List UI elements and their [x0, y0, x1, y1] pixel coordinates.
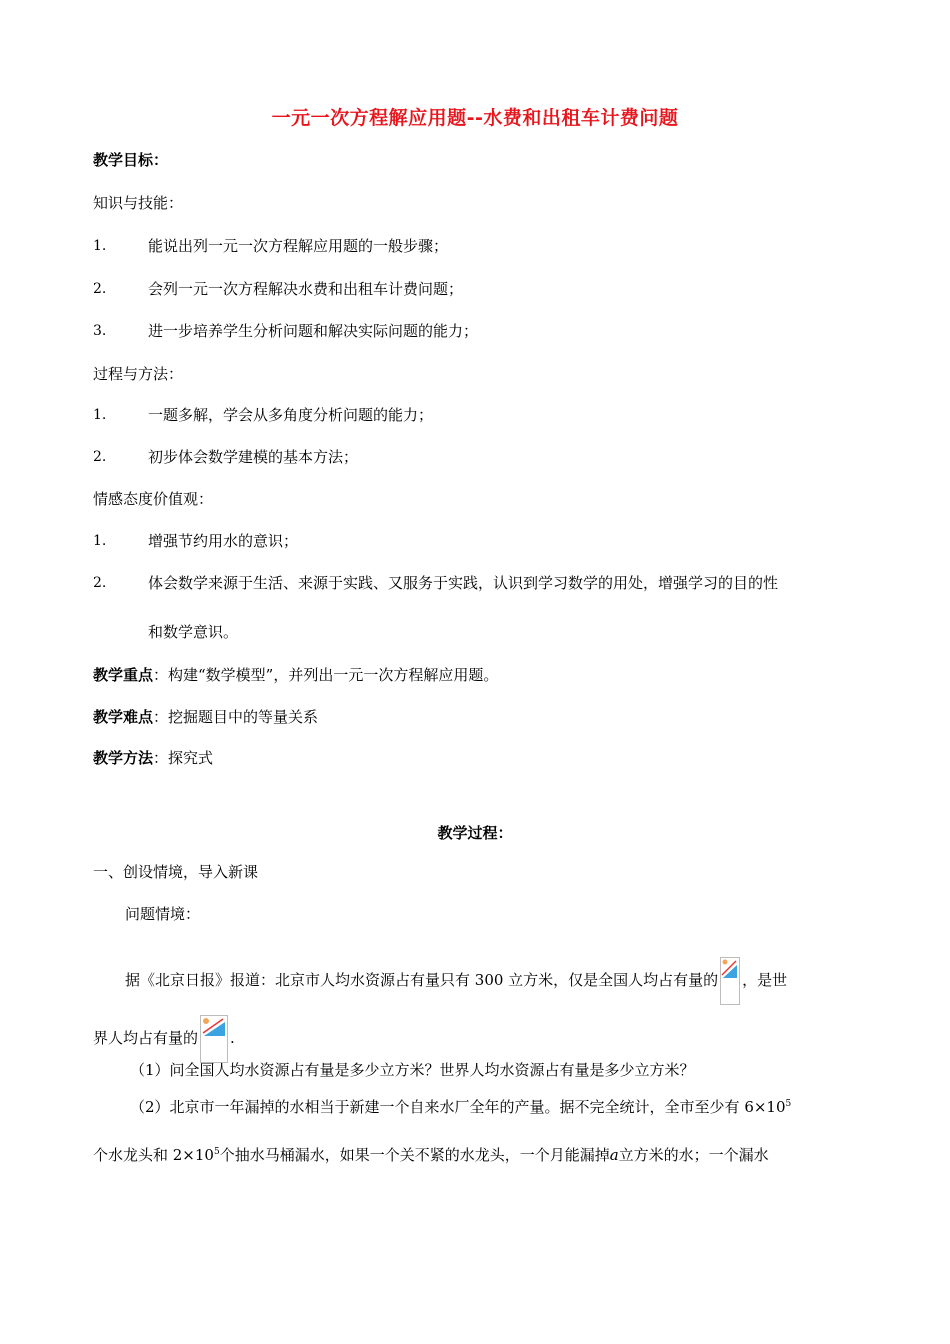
list-number: 3.	[93, 323, 107, 339]
document-title: 一元一次方程解应用题--水费和出租车计费问题	[271, 107, 679, 129]
list-number: 2.	[93, 575, 107, 591]
key-point-text: ：构建“数学模型”，并列出一元一次方程解应用题。	[153, 666, 499, 684]
list-item: 初步体会数学建模的基本方法；	[148, 448, 359, 466]
method-label: 教学方法	[93, 749, 154, 767]
difficulty-text: ：挖掘题目中的等量关系	[153, 708, 319, 726]
paragraph-line	[93, 1145, 769, 1165]
section1-heading: 一、创设情境，导入新课	[93, 863, 259, 881]
method	[93, 748, 213, 768]
list-item-continuation: 和数学意识。	[148, 623, 239, 641]
list-number: 2.	[93, 281, 107, 297]
list-item: 会列一元一次方程解决水费和出租车计费问题；	[148, 280, 464, 298]
paragraph-line	[125, 957, 787, 1005]
key-point	[93, 665, 498, 685]
section1-sub: 问题情境：	[125, 905, 201, 923]
fraction-image-icon	[720, 957, 740, 1005]
q3-text: 个抽水马桶漏水，如果一个关不紧的水龙头，一个月能漏掉	[219, 1146, 610, 1164]
list-item: 增强节约用水的意识；	[148, 532, 299, 550]
difficulty	[93, 707, 318, 727]
list-item: 一题多解，学会从多角度分析问题的能力；	[148, 406, 434, 424]
q2-text: （2）北京市一年漏掉的水相当于新建一个自来水厂全年的产量。据不完全统计，全市至少有 6×10	[130, 1098, 786, 1116]
knowledge-heading: 知识与技能：	[93, 194, 184, 212]
method-text: ：探究式	[153, 749, 214, 767]
question-1: （1）问全国人均水资源占有量是多少立方米？世界人均水资源占有量是多少立方米？	[130, 1061, 695, 1079]
para-text: .	[230, 1029, 235, 1047]
exponent: 5	[213, 1147, 220, 1157]
variable: a	[609, 1146, 619, 1164]
list-number: 1.	[93, 407, 107, 423]
process-heading: 教学过程：	[437, 824, 513, 842]
list-number: 2.	[93, 449, 107, 465]
question-2	[130, 1097, 791, 1117]
key-point-label: 教学重点	[93, 666, 154, 684]
list-item: 体会数学来源于生活、来源于实践、又服务于实践，认识到学习数学的用处，增强学习的目的性	[148, 574, 779, 592]
difficulty-label: 教学难点	[93, 708, 154, 726]
process-method-heading: 过程与方法：	[93, 365, 184, 383]
para-text: ，是世	[742, 971, 788, 989]
exponent: 5	[785, 1099, 792, 1109]
list-number: 1.	[93, 238, 107, 254]
goals-heading: 教学目标：	[93, 151, 169, 169]
list-item: 进一步培养学生分析问题和解决实际问题的能力；	[148, 322, 479, 340]
para-text: 界人均占有量的	[93, 1029, 199, 1047]
q3-text: 立方米的水；一个漏水	[618, 1146, 769, 1164]
attitude-heading: 情感态度价值观：	[93, 490, 214, 508]
paragraph-line	[93, 1015, 235, 1063]
para-text: 据《北京日报》报道：北京市人均水资源占有量只有 300 立方米，仅是全国人均占有量的	[125, 971, 719, 989]
q3-text: 个水龙头和 2×10	[93, 1146, 214, 1164]
list-number: 1.	[93, 533, 107, 549]
fraction-image-icon	[200, 1015, 228, 1063]
list-item: 能说出列一元一次方程解应用题的一般步骤；	[148, 237, 449, 255]
